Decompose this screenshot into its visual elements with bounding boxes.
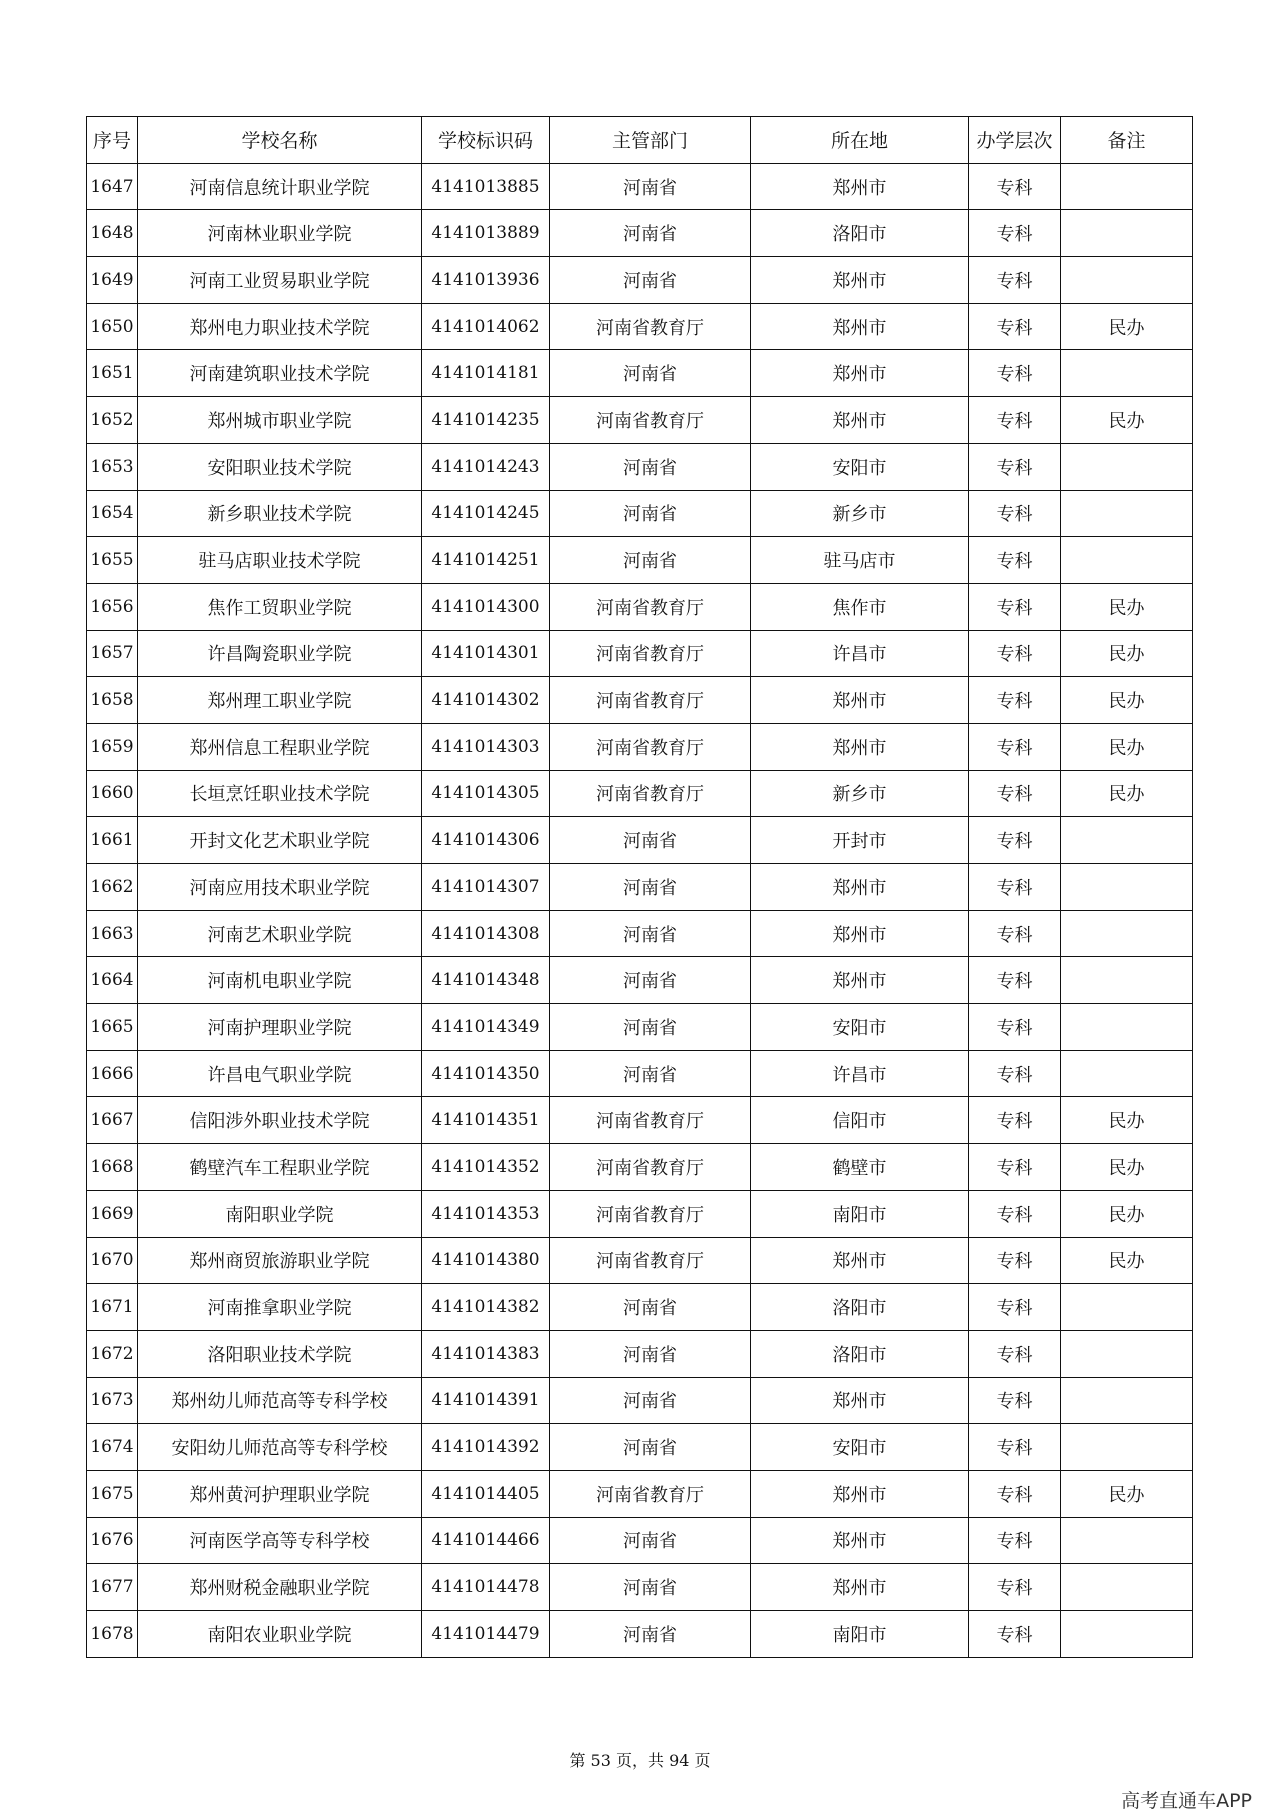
cell-department: 河南省 xyxy=(550,443,751,490)
table-row xyxy=(87,957,1193,1004)
cell-location: 驻马店市 xyxy=(751,537,969,584)
header-seq: 序号 xyxy=(87,117,138,164)
cell-department: 河南省教育厅 xyxy=(550,723,751,770)
cell-school-code: 4141014308 xyxy=(422,910,550,957)
table-row xyxy=(87,257,1193,304)
cell-level: 专科 xyxy=(969,1564,1061,1611)
cell-location: 郑州市 xyxy=(751,1517,969,1564)
cell-department: 河南省教育厅 xyxy=(550,303,751,350)
cell-department: 河南省 xyxy=(550,864,751,911)
cell-seq: 1663 xyxy=(87,910,138,957)
cell-seq: 1648 xyxy=(87,210,138,257)
cell-school-name: 河南医学高等专科学校 xyxy=(138,1517,422,1564)
cell-department: 河南省 xyxy=(550,537,751,584)
cell-school-code: 4141014405 xyxy=(422,1470,550,1517)
cell-location: 郑州市 xyxy=(751,1237,969,1284)
cell-school-code: 4141014351 xyxy=(422,1097,550,1144)
cell-remark xyxy=(1061,1050,1193,1097)
cell-location: 洛阳市 xyxy=(751,1330,969,1377)
cell-school-code: 4141014181 xyxy=(422,350,550,397)
cell-level: 专科 xyxy=(969,957,1061,1004)
table-row xyxy=(87,1097,1193,1144)
cell-location: 郑州市 xyxy=(751,957,969,1004)
table-row xyxy=(87,910,1193,957)
cell-location: 洛阳市 xyxy=(751,1284,969,1331)
cell-location: 郑州市 xyxy=(751,1564,969,1611)
cell-level: 专科 xyxy=(969,303,1061,350)
cell-school-code: 4141014352 xyxy=(422,1144,550,1191)
cell-level: 专科 xyxy=(969,677,1061,724)
cell-school-code: 4141014235 xyxy=(422,397,550,444)
cell-school-name: 驻马店职业技术学院 xyxy=(138,537,422,584)
cell-school-code: 4141013936 xyxy=(422,257,550,304)
table-row xyxy=(87,1564,1193,1611)
cell-remark xyxy=(1061,1611,1193,1658)
cell-seq: 1675 xyxy=(87,1470,138,1517)
cell-level: 专科 xyxy=(969,537,1061,584)
cell-school-code: 4141014349 xyxy=(422,1004,550,1051)
table-row xyxy=(87,1470,1193,1517)
cell-location: 郑州市 xyxy=(751,1377,969,1424)
table-row xyxy=(87,1424,1193,1471)
school-list-table xyxy=(86,116,1193,1658)
table-row xyxy=(87,1144,1193,1191)
cell-department: 河南省 xyxy=(550,1004,751,1051)
cell-level: 专科 xyxy=(969,397,1061,444)
table-row xyxy=(87,490,1193,537)
cell-seq: 1668 xyxy=(87,1144,138,1191)
cell-school-name: 安阳幼儿师范高等专科学校 xyxy=(138,1424,422,1471)
cell-school-code: 4141014380 xyxy=(422,1237,550,1284)
cell-department: 河南省教育厅 xyxy=(550,630,751,677)
cell-remark: 民办 xyxy=(1061,1097,1193,1144)
cell-remark xyxy=(1061,1330,1193,1377)
cell-remark xyxy=(1061,864,1193,911)
cell-location: 南阳市 xyxy=(751,1190,969,1237)
cell-seq: 1647 xyxy=(87,163,138,210)
cell-level: 专科 xyxy=(969,443,1061,490)
cell-location: 新乡市 xyxy=(751,490,969,537)
table-row xyxy=(87,397,1193,444)
cell-level: 专科 xyxy=(969,490,1061,537)
cell-remark: 民办 xyxy=(1061,583,1193,630)
cell-school-name: 郑州电力职业技术学院 xyxy=(138,303,422,350)
cell-department: 河南省 xyxy=(550,1517,751,1564)
table-row xyxy=(87,1237,1193,1284)
cell-department: 河南省教育厅 xyxy=(550,677,751,724)
cell-location: 开封市 xyxy=(751,817,969,864)
cell-school-code: 4141014478 xyxy=(422,1564,550,1611)
table-row xyxy=(87,1284,1193,1331)
cell-department: 河南省教育厅 xyxy=(550,583,751,630)
cell-department: 河南省 xyxy=(550,910,751,957)
cell-location: 鹤壁市 xyxy=(751,1144,969,1191)
cell-seq: 1672 xyxy=(87,1330,138,1377)
cell-school-name: 郑州幼儿师范高等专科学校 xyxy=(138,1377,422,1424)
cell-remark: 民办 xyxy=(1061,1144,1193,1191)
cell-seq: 1673 xyxy=(87,1377,138,1424)
cell-remark xyxy=(1061,350,1193,397)
cell-level: 专科 xyxy=(969,1237,1061,1284)
cell-level: 专科 xyxy=(969,1377,1061,1424)
cell-seq: 1656 xyxy=(87,583,138,630)
cell-school-name: 河南林业职业学院 xyxy=(138,210,422,257)
cell-department: 河南省 xyxy=(550,817,751,864)
cell-school-name: 许昌电气职业学院 xyxy=(138,1050,422,1097)
table-row xyxy=(87,723,1193,770)
cell-department: 河南省 xyxy=(550,957,751,1004)
cell-school-code: 4141014305 xyxy=(422,770,550,817)
cell-remark: 民办 xyxy=(1061,1190,1193,1237)
cell-school-code: 4141014466 xyxy=(422,1517,550,1564)
cell-school-name: 南阳农业职业学院 xyxy=(138,1611,422,1658)
table-row xyxy=(87,677,1193,724)
cell-level: 专科 xyxy=(969,350,1061,397)
table-row xyxy=(87,210,1193,257)
cell-location: 郑州市 xyxy=(751,1470,969,1517)
cell-school-code: 4141014243 xyxy=(422,443,550,490)
cell-location: 郑州市 xyxy=(751,864,969,911)
cell-school-name: 河南应用技术职业学院 xyxy=(138,864,422,911)
cell-level: 专科 xyxy=(969,817,1061,864)
cell-seq: 1652 xyxy=(87,397,138,444)
cell-department: 河南省教育厅 xyxy=(550,1470,751,1517)
cell-level: 专科 xyxy=(969,723,1061,770)
cell-remark xyxy=(1061,1284,1193,1331)
cell-school-name: 河南推拿职业学院 xyxy=(138,1284,422,1331)
table-body xyxy=(87,163,1193,1657)
cell-location: 安阳市 xyxy=(751,443,969,490)
cell-location: 洛阳市 xyxy=(751,210,969,257)
table-row xyxy=(87,864,1193,911)
cell-seq: 1651 xyxy=(87,350,138,397)
cell-location: 安阳市 xyxy=(751,1424,969,1471)
cell-school-code: 4141014479 xyxy=(422,1611,550,1658)
cell-level: 专科 xyxy=(969,770,1061,817)
cell-location: 郑州市 xyxy=(751,677,969,724)
cell-location: 新乡市 xyxy=(751,770,969,817)
cell-school-name: 郑州黄河护理职业学院 xyxy=(138,1470,422,1517)
cell-level: 专科 xyxy=(969,864,1061,911)
cell-seq: 1659 xyxy=(87,723,138,770)
table-row xyxy=(87,630,1193,677)
cell-remark xyxy=(1061,490,1193,537)
header-school-name: 学校名称 xyxy=(138,117,422,164)
header-level: 办学层次 xyxy=(969,117,1061,164)
table-row xyxy=(87,770,1193,817)
cell-level: 专科 xyxy=(969,1190,1061,1237)
cell-department: 河南省教育厅 xyxy=(550,1097,751,1144)
cell-level: 专科 xyxy=(969,1424,1061,1471)
cell-school-name: 郑州商贸旅游职业学院 xyxy=(138,1237,422,1284)
cell-level: 专科 xyxy=(969,163,1061,210)
cell-remark: 民办 xyxy=(1061,397,1193,444)
header-location: 所在地 xyxy=(751,117,969,164)
cell-seq: 1677 xyxy=(87,1564,138,1611)
cell-seq: 1669 xyxy=(87,1190,138,1237)
cell-school-name: 河南艺术职业学院 xyxy=(138,910,422,957)
cell-school-name: 新乡职业技术学院 xyxy=(138,490,422,537)
cell-school-code: 4141014383 xyxy=(422,1330,550,1377)
header-school-code: 学校标识码 xyxy=(422,117,550,164)
cell-school-name: 河南机电职业学院 xyxy=(138,957,422,1004)
cell-level: 专科 xyxy=(969,910,1061,957)
cell-department: 河南省 xyxy=(550,350,751,397)
cell-location: 南阳市 xyxy=(751,1611,969,1658)
cell-level: 专科 xyxy=(969,1004,1061,1051)
cell-school-code: 4141014245 xyxy=(422,490,550,537)
cell-department: 河南省 xyxy=(550,257,751,304)
cell-location: 郑州市 xyxy=(751,723,969,770)
cell-level: 专科 xyxy=(969,1097,1061,1144)
cell-school-code: 4141014300 xyxy=(422,583,550,630)
cell-school-code: 4141014306 xyxy=(422,817,550,864)
cell-school-code: 4141014303 xyxy=(422,723,550,770)
table-row xyxy=(87,817,1193,864)
cell-school-code: 4141014251 xyxy=(422,537,550,584)
table-row xyxy=(87,1050,1193,1097)
cell-remark: 民办 xyxy=(1061,303,1193,350)
cell-department: 河南省教育厅 xyxy=(550,1144,751,1191)
cell-department: 河南省教育厅 xyxy=(550,770,751,817)
cell-remark xyxy=(1061,1424,1193,1471)
table-row xyxy=(87,1377,1193,1424)
cell-department: 河南省教育厅 xyxy=(550,1190,751,1237)
table-row xyxy=(87,350,1193,397)
cell-location: 郑州市 xyxy=(751,257,969,304)
cell-seq: 1653 xyxy=(87,443,138,490)
cell-location: 郑州市 xyxy=(751,163,969,210)
cell-school-code: 4141014307 xyxy=(422,864,550,911)
cell-school-name: 开封文化艺术职业学院 xyxy=(138,817,422,864)
cell-location: 焦作市 xyxy=(751,583,969,630)
cell-remark: 民办 xyxy=(1061,677,1193,724)
cell-school-name: 许昌陶瓷职业学院 xyxy=(138,630,422,677)
cell-remark xyxy=(1061,1517,1193,1564)
cell-remark xyxy=(1061,1004,1193,1051)
cell-school-code: 4141013885 xyxy=(422,163,550,210)
cell-level: 专科 xyxy=(969,1144,1061,1191)
cell-department: 河南省 xyxy=(550,490,751,537)
cell-department: 河南省 xyxy=(550,1611,751,1658)
table-row xyxy=(87,1517,1193,1564)
cell-location: 郑州市 xyxy=(751,397,969,444)
cell-seq: 1649 xyxy=(87,257,138,304)
table-row xyxy=(87,163,1193,210)
cell-seq: 1660 xyxy=(87,770,138,817)
cell-location: 信阳市 xyxy=(751,1097,969,1144)
cell-remark: 民办 xyxy=(1061,1237,1193,1284)
cell-level: 专科 xyxy=(969,1284,1061,1331)
cell-level: 专科 xyxy=(969,210,1061,257)
cell-remark xyxy=(1061,910,1193,957)
cell-seq: 1666 xyxy=(87,1050,138,1097)
cell-level: 专科 xyxy=(969,1050,1061,1097)
cell-remark xyxy=(1061,1377,1193,1424)
cell-seq: 1655 xyxy=(87,537,138,584)
cell-school-name: 长垣烹饪职业技术学院 xyxy=(138,770,422,817)
cell-school-code: 4141014391 xyxy=(422,1377,550,1424)
page-footer: 第 53 页，共 94 页 xyxy=(569,1751,711,1770)
cell-seq: 1667 xyxy=(87,1097,138,1144)
cell-seq: 1661 xyxy=(87,817,138,864)
cell-school-name: 郑州理工职业学院 xyxy=(138,677,422,724)
cell-school-name: 郑州财税金融职业学院 xyxy=(138,1564,422,1611)
cell-school-code: 4141014062 xyxy=(422,303,550,350)
cell-remark xyxy=(1061,210,1193,257)
cell-seq: 1654 xyxy=(87,490,138,537)
cell-school-name: 河南护理职业学院 xyxy=(138,1004,422,1051)
cell-department: 河南省 xyxy=(550,1284,751,1331)
cell-level: 专科 xyxy=(969,257,1061,304)
cell-level: 专科 xyxy=(969,583,1061,630)
cell-school-name: 河南工业贸易职业学院 xyxy=(138,257,422,304)
table-row xyxy=(87,583,1193,630)
cell-school-code: 4141014353 xyxy=(422,1190,550,1237)
cell-seq: 1662 xyxy=(87,864,138,911)
cell-remark: 民办 xyxy=(1061,1470,1193,1517)
cell-department: 河南省 xyxy=(550,1424,751,1471)
cell-seq: 1657 xyxy=(87,630,138,677)
cell-school-name: 焦作工贸职业学院 xyxy=(138,583,422,630)
table-row xyxy=(87,1330,1193,1377)
cell-level: 专科 xyxy=(969,1470,1061,1517)
cell-school-name: 鹤壁汽车工程职业学院 xyxy=(138,1144,422,1191)
table-row xyxy=(87,303,1193,350)
cell-department: 河南省 xyxy=(550,1330,751,1377)
cell-location: 安阳市 xyxy=(751,1004,969,1051)
cell-remark xyxy=(1061,1564,1193,1611)
table-row xyxy=(87,537,1193,584)
header-department: 主管部门 xyxy=(550,117,751,164)
cell-level: 专科 xyxy=(969,1330,1061,1377)
cell-remark xyxy=(1061,817,1193,864)
cell-school-name: 南阳职业学院 xyxy=(138,1190,422,1237)
cell-department: 河南省 xyxy=(550,1050,751,1097)
cell-school-name: 信阳涉外职业技术学院 xyxy=(138,1097,422,1144)
cell-seq: 1665 xyxy=(87,1004,138,1051)
cell-remark xyxy=(1061,537,1193,584)
cell-remark xyxy=(1061,163,1193,210)
cell-department: 河南省 xyxy=(550,210,751,257)
table-row xyxy=(87,1004,1193,1051)
cell-seq: 1670 xyxy=(87,1237,138,1284)
cell-remark xyxy=(1061,257,1193,304)
cell-school-code: 4141014350 xyxy=(422,1050,550,1097)
cell-department: 河南省 xyxy=(550,163,751,210)
cell-school-code: 4141014348 xyxy=(422,957,550,1004)
cell-school-code: 4141014382 xyxy=(422,1284,550,1331)
cell-department: 河南省教育厅 xyxy=(550,397,751,444)
watermark-text: 高考直通车APP xyxy=(1121,1790,1252,1812)
cell-department: 河南省教育厅 xyxy=(550,1237,751,1284)
cell-location: 郑州市 xyxy=(751,303,969,350)
cell-department: 河南省 xyxy=(550,1377,751,1424)
cell-department: 河南省 xyxy=(550,1564,751,1611)
table-row xyxy=(87,1611,1193,1658)
cell-remark xyxy=(1061,443,1193,490)
cell-remark xyxy=(1061,957,1193,1004)
cell-seq: 1674 xyxy=(87,1424,138,1471)
cell-location: 郑州市 xyxy=(751,350,969,397)
cell-level: 专科 xyxy=(969,1611,1061,1658)
cell-level: 专科 xyxy=(969,630,1061,677)
cell-school-code: 4141013889 xyxy=(422,210,550,257)
cell-school-code: 4141014302 xyxy=(422,677,550,724)
cell-school-name: 河南建筑职业技术学院 xyxy=(138,350,422,397)
cell-school-code: 4141014301 xyxy=(422,630,550,677)
cell-remark: 民办 xyxy=(1061,770,1193,817)
table-row xyxy=(87,1190,1193,1237)
cell-school-name: 郑州信息工程职业学院 xyxy=(138,723,422,770)
table-row xyxy=(87,443,1193,490)
cell-remark: 民办 xyxy=(1061,723,1193,770)
table-header-row xyxy=(87,117,1193,164)
cell-level: 专科 xyxy=(969,1517,1061,1564)
cell-seq: 1664 xyxy=(87,957,138,1004)
header-remark: 备注 xyxy=(1061,117,1193,164)
cell-remark: 民办 xyxy=(1061,630,1193,677)
cell-school-name: 郑州城市职业学院 xyxy=(138,397,422,444)
cell-seq: 1671 xyxy=(87,1284,138,1331)
cell-school-name: 河南信息统计职业学院 xyxy=(138,163,422,210)
cell-seq: 1676 xyxy=(87,1517,138,1564)
cell-location: 许昌市 xyxy=(751,630,969,677)
cell-school-name: 洛阳职业技术学院 xyxy=(138,1330,422,1377)
cell-location: 许昌市 xyxy=(751,1050,969,1097)
cell-location: 郑州市 xyxy=(751,910,969,957)
cell-seq: 1650 xyxy=(87,303,138,350)
cell-seq: 1678 xyxy=(87,1611,138,1658)
cell-seq: 1658 xyxy=(87,677,138,724)
cell-school-name: 安阳职业技术学院 xyxy=(138,443,422,490)
cell-school-code: 4141014392 xyxy=(422,1424,550,1471)
